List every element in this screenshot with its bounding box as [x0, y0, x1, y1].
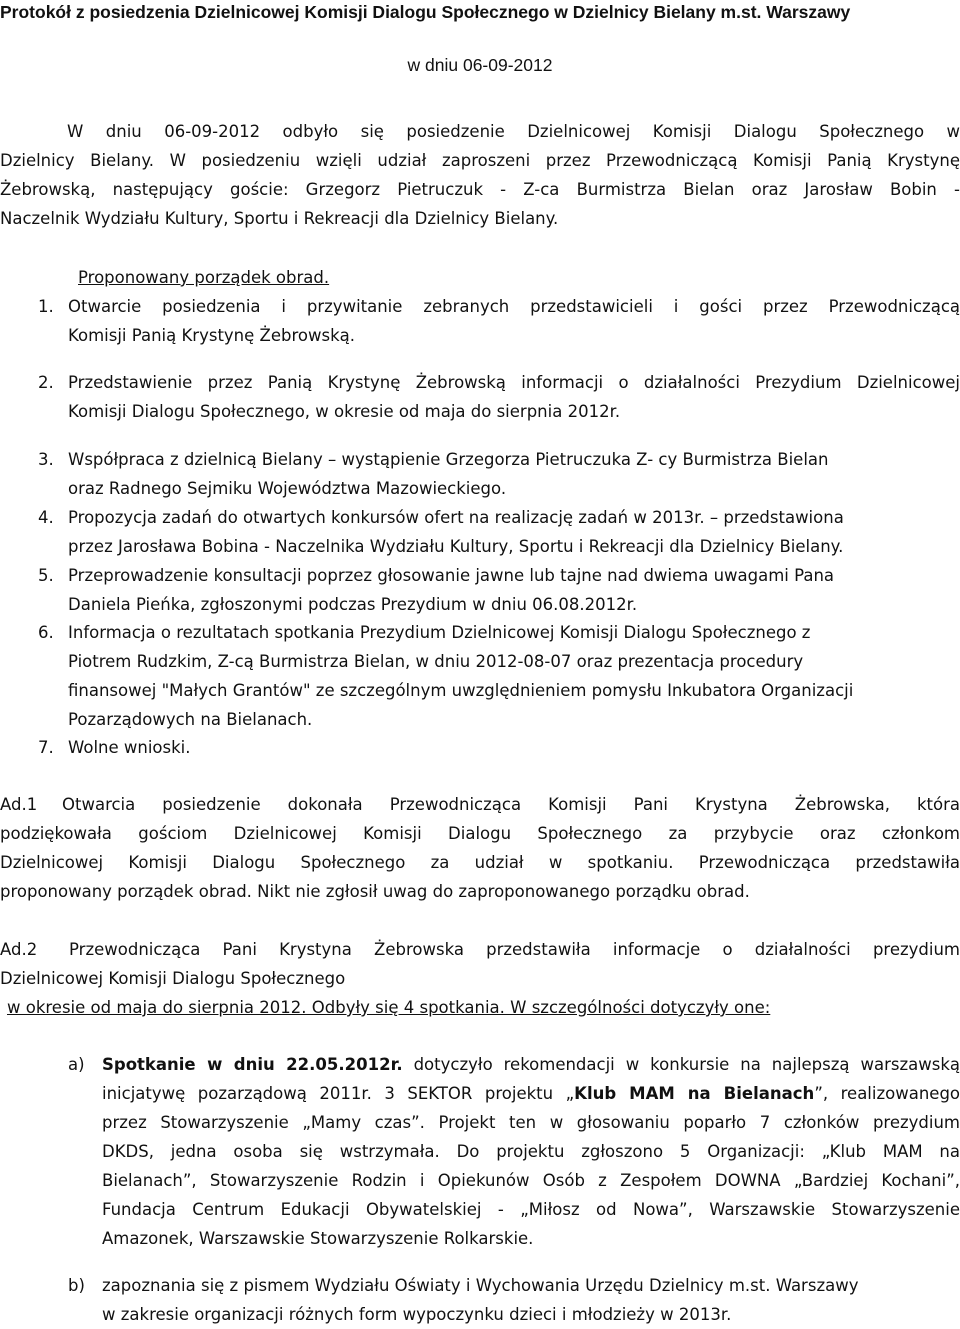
agenda-item [38, 445, 960, 503]
sub-item-line: w zakresie organizacji różnych form wypoczynku dzieci i młodzieży w 2013r. [102, 1305, 732, 1324]
ad1-paragraph [0, 790, 960, 906]
ad2-line: Przewodnicząca Pani Krystyna Żebrowska przedstawiła informacje o działalności prezydium [69, 940, 960, 959]
document-title: Protokół z posiedzenia Dzielnicowej Komisji Dialogu Społecznego w Dzielnicy Bielany m.st. Warszawy [0, 2, 851, 22]
intro-paragraph [0, 117, 960, 233]
ad1-line: Dzielnicowej Komisji Dialogu Społecznego za udział w spotkaniu. Przewodnicząca przedstawiła [0, 853, 960, 872]
sub-item-line: DKDS, jedna osoba się wstrzymała. Do projektu zgłoszono 5 Organizacji: „Klub MAM na [102, 1142, 960, 1161]
sub-item-bold-lead: Spotkanie w dniu 22.05.2012r. [102, 1055, 403, 1074]
agenda-text: przez Jarosława Bobina - Naczelnika Wydziału Kultury, Sportu i Rekreacji dla Dzielnicy Bielany. [68, 537, 844, 556]
sub-item-line: przez Stowarzyszenie „Mamy czas”. Projekt ten w głosowaniu poparło 7 członków prezydium [102, 1113, 960, 1132]
agenda-text: Piotrem Rudzkim, Z-cą Burmistrza Bielan, w dniu 2012-08-07 oraz prezentacja procedury [68, 652, 804, 671]
agenda-text: finansowej "Małych Grantów" ze szczególnym uwzględnieniem pomysłu Inkubatora Organizacji [68, 681, 854, 700]
meeting-date: w dniu 06-09-2012 [407, 55, 553, 75]
ad1-label: Ad.1 [0, 795, 38, 814]
sub-item-line: Fundacja Centrum Edukacji Obywatelskiej - „Miłosz od Nowa”, Warszawskie Stowarzyszenie [102, 1200, 960, 1219]
agenda-item [38, 368, 960, 426]
agenda-heading: Proponowany porządek obrad. [78, 268, 330, 287]
sub-item-b [68, 1271, 960, 1329]
agenda-number: 1. [38, 297, 54, 316]
agenda-item [38, 561, 960, 619]
sub-item-text: ”, realizowanego [814, 1084, 960, 1103]
agenda-number: 2. [38, 373, 54, 392]
ad1-line: proponowany porządek obrad. Nikt nie zgłosił uwag do zaproponowanego porządku obrad. [0, 882, 750, 901]
ad2-line: Dzielnicowej Komisji Dialogu Społecznego [0, 969, 346, 988]
sub-item-letter: a) [68, 1055, 85, 1074]
agenda-number: 5. [38, 566, 54, 585]
intro-line: W dniu 06-09-2012 odbyło się posiedzenie Dzielnicowej Komisji Dialogu Społecznego w [67, 122, 960, 141]
agenda-item [38, 618, 960, 734]
intro-line: Dzielnicy Bielany. W posiedzeniu wzięli udział zaproszeni przez Przewodniczącą Komisji Panią Krystynę [0, 151, 960, 170]
sub-item-line: zapoznania się z pismem Wydziału Oświaty i Wychowania Urzędu Dzielnicy m.st. Warszawy [102, 1276, 859, 1295]
ad1-line: podziękowała gościom Dzielnicowej Komisji Dialogu Społecznego za przybycie oraz członkom [0, 824, 960, 843]
agenda-text: Przeprowadzenie konsultacji poprzez głosowanie jawne lub tajne nad dwiema uwagami Pana [68, 566, 835, 585]
agenda-text: Daniela Pieńka, zgłoszonymi podczas Prezydium w dniu 06.08.2012r. [68, 595, 638, 614]
sub-item-text: inicjatywę pozarządową 2011r. 3 SEKTOR projektu „ [102, 1084, 575, 1103]
agenda-text: oraz Radnego Sejmiku Województwa Mazowieckiego. [68, 479, 507, 498]
intro-line: Żebrowską, następujący goście: Grzegorz Pietruczuk - Z-ca Burmistrza Bielan oraz Jarosław Bobin - [0, 180, 960, 199]
agenda-text: Pozarządowych na Bielanach. [68, 710, 313, 729]
sub-item-line [102, 1079, 960, 1108]
sub-item-line: Bielanach”, Stowarzyszenie Rodzin i Opiekunów Osób z Zespołem DOWNA „Bardziej Kochani”, [102, 1171, 960, 1190]
agenda-number: 7. [38, 738, 54, 757]
agenda-text: Wolne wnioski. [68, 738, 191, 757]
agenda-text: Komisji Panią Krystynę Żebrowską. [68, 326, 355, 345]
sub-item-text: dotyczyło rekomendacji w konkursie na najlepszą warszawską [402, 1055, 960, 1074]
sub-item-line [102, 1050, 960, 1079]
intro-line: Naczelnik Wydziału Kultury, Sportu i Rekreacji dla Dzielnicy Bielany. [0, 209, 559, 228]
agenda-text: Przedstawienie przez Panią Krystynę Żebrowską informacji o działalności Prezydium Dzielnicowej [68, 373, 960, 392]
agenda-item [38, 292, 960, 350]
sub-item-bold-project: Klub MAM na Bielanach [574, 1084, 815, 1103]
ad2-label: Ad.2 [0, 940, 38, 959]
agenda-number: 6. [38, 623, 54, 642]
ad1-line: Otwarcia posiedzenie dokonała Przewodnicząca Komisji Pani Krystyna Żebrowska, która [62, 795, 960, 814]
agenda-text: Komisji Dialogu Społecznego, w okresie od maja do sierpnia 2012r. [68, 402, 621, 421]
agenda-text: Informacja o rezultatach spotkania Prezydium Dzielnicowej Komisji Dialogu Społecznego z [68, 623, 811, 642]
agenda-number: 3. [38, 450, 54, 469]
agenda-number: 4. [38, 508, 54, 527]
ad2-underlined-line: w okresie od maja do sierpnia 2012. Odbyły się 4 spotkania. W szczególności dotyczyły one: [7, 998, 771, 1017]
agenda-text: Propozycja zadań do otwartych konkursów ofert na realizację zadań w 2013r. – przedstawiona [68, 508, 844, 527]
agenda-item [38, 503, 960, 561]
sub-item-letter: b) [68, 1276, 85, 1295]
sub-item-a [68, 1050, 960, 1253]
agenda-text: Otwarcie posiedzenia i przywitanie zebranych przedstawicieli i gości przez Przewodniczącą [68, 297, 960, 316]
agenda-item [38, 733, 960, 762]
ad2-paragraph [0, 935, 960, 1022]
sub-item-line: Amazonek, Warszawskie Stowarzyszenie Rolkarskie. [102, 1229, 534, 1248]
agenda-text: Współpraca z dzielnicą Bielany – wystąpienie Grzegorza Pietruczuka Z- cy Burmistrza Bielan [68, 450, 829, 469]
